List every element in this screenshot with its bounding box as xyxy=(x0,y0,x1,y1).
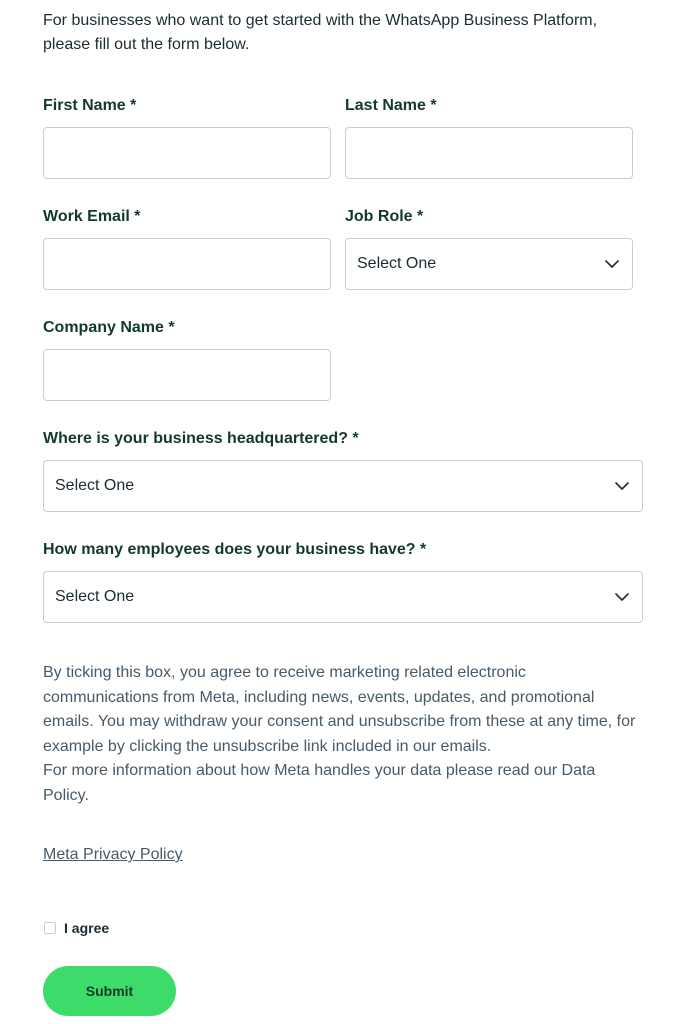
last-name-label: Last Name * xyxy=(345,97,437,114)
first-name-label: First Name * xyxy=(43,97,137,114)
work-email-input[interactable] xyxy=(43,238,331,290)
job-role-select[interactable] xyxy=(345,238,633,290)
chevron-down-icon xyxy=(614,478,630,494)
submit-button[interactable]: Submit xyxy=(43,966,176,1016)
employees-label: How many employees does your business have? * xyxy=(43,541,427,558)
headquarters-selected-value: Select One xyxy=(55,477,135,494)
company-name-input[interactable] xyxy=(43,349,331,401)
consent-paragraph: By ticking this box, you agree to receive marketing related electronic communications from Meta, including news, events, updates, and promotional emails. You may withdraw your consent and unsubscribe from these at any time, for example by clicking the unsubscribe link included in our emails. xyxy=(43,664,636,755)
last-name-input[interactable] xyxy=(345,127,633,179)
privacy-policy-link[interactable]: Meta Privacy Policy xyxy=(43,846,183,863)
agree-label: I agree xyxy=(64,920,110,936)
employees-select[interactable] xyxy=(43,571,643,623)
consent-text xyxy=(43,661,643,808)
chevron-down-icon xyxy=(604,256,620,272)
first-name-input[interactable] xyxy=(43,127,331,179)
job-role-label: Job Role * xyxy=(345,208,424,225)
chevron-down-icon xyxy=(614,589,630,605)
intro-text: For businesses who want to get started with the WhatsApp Business Platform, please fill out the form below. xyxy=(43,12,598,53)
headquarters-select[interactable] xyxy=(43,460,643,512)
data-policy-note: For more information about how Meta handles your data please read our Data Policy. xyxy=(43,762,596,804)
headquarters-label: Where is your business headquartered? * xyxy=(43,430,359,447)
employees-selected-value: Select One xyxy=(55,588,135,605)
job-role-selected-value: Select One xyxy=(357,255,437,272)
company-name-label: Company Name * xyxy=(43,319,175,336)
agree-checkbox[interactable] xyxy=(44,922,56,934)
work-email-label: Work Email * xyxy=(43,208,141,225)
